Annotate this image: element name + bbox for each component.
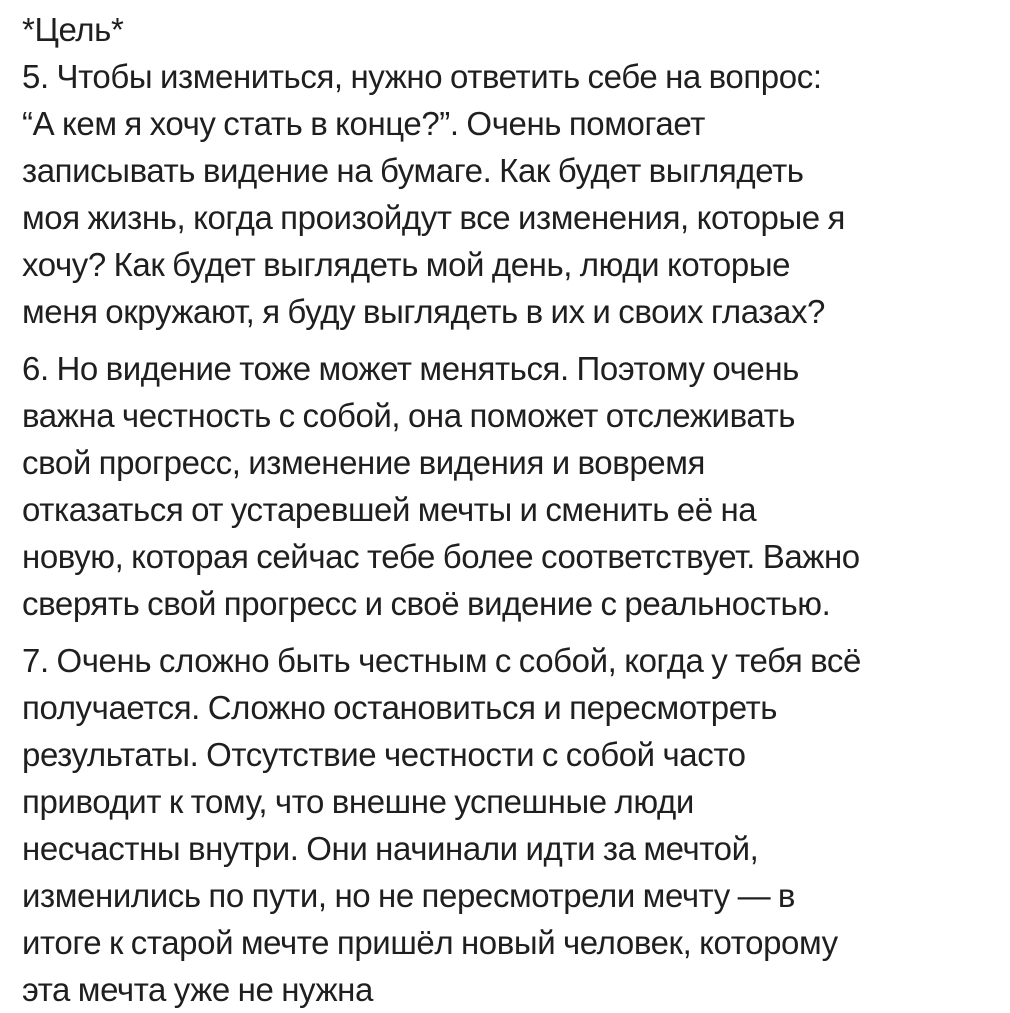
paragraph-line: итоге к старой мечте пришёл новый человек, которому xyxy=(22,924,838,961)
paragraph-line: новую, которая сейчас тебе более соответствует. Важно xyxy=(22,538,860,575)
paragraph-line: отказаться от устаревшей мечты и сменить её на xyxy=(22,491,757,528)
paragraph-line: записывать видение на бумаге. Как будет выглядеть xyxy=(22,152,804,189)
heading-block xyxy=(22,6,1002,335)
paragraph-7 xyxy=(22,637,1002,1013)
paragraph-line: свой прогресс, изменение видения и вовремя xyxy=(22,444,706,481)
document-heading: *Цель* xyxy=(22,11,124,48)
paragraph-line: получается. Сложно остановиться и пересмотреть xyxy=(22,689,778,726)
document-body xyxy=(22,6,1002,1013)
paragraph-line: приводит к тому, что внешне успешные люди xyxy=(22,783,694,820)
paragraph-line: несчастны внутри. Они начинали идти за мечтой, xyxy=(22,830,759,867)
paragraph-6 xyxy=(22,345,1002,627)
paragraph-line: 5. Чтобы измениться, нужно ответить себе на вопрос: xyxy=(22,58,822,95)
paragraph-line: “А кем я хочу стать в конце?”. Очень помогает xyxy=(22,105,705,142)
paragraph-line: меня окружают, я буду выглядеть в их и своих глазах? xyxy=(22,293,826,330)
paragraph-line: сверять свой прогресс и своё видение с реальностью. xyxy=(22,585,831,622)
paragraph-line: 7. Очень сложно быть честным с собой, когда у тебя всё xyxy=(22,642,861,679)
paragraph-line: моя жизнь, когда произойдут все изменения, которые я xyxy=(22,199,845,236)
paragraph-line: важна честность с собой, она поможет отслеживать xyxy=(22,397,796,434)
paragraph-line: изменились по пути, но не пересмотрели мечту — в xyxy=(22,877,796,914)
paragraph-line: хочу? Как будет выглядеть мой день, люди которые xyxy=(22,246,791,283)
paragraph-line: эта мечта уже не нужна xyxy=(22,971,373,1008)
paragraph-line: результаты. Отсутствие честности с собой часто xyxy=(22,736,746,773)
paragraph-line: 6. Но видение тоже может меняться. Поэтому очень xyxy=(22,350,799,387)
